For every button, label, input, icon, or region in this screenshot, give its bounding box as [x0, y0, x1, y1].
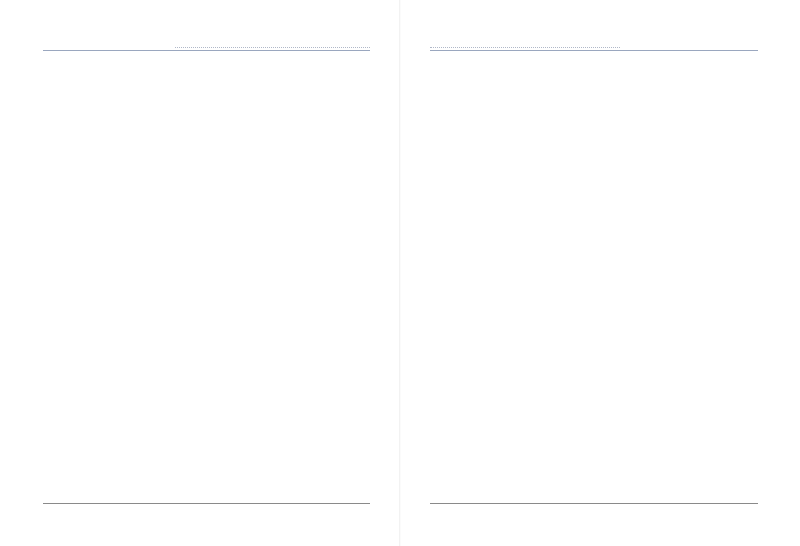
- right-footer-rule: [430, 503, 758, 504]
- left-footer-rule: [43, 503, 370, 504]
- spread-gutter: [399, 0, 401, 546]
- right-header-rule: [430, 50, 758, 51]
- left-header-rule: [43, 50, 370, 51]
- right-header-dots: [430, 47, 620, 48]
- left-header-dots: [175, 47, 370, 48]
